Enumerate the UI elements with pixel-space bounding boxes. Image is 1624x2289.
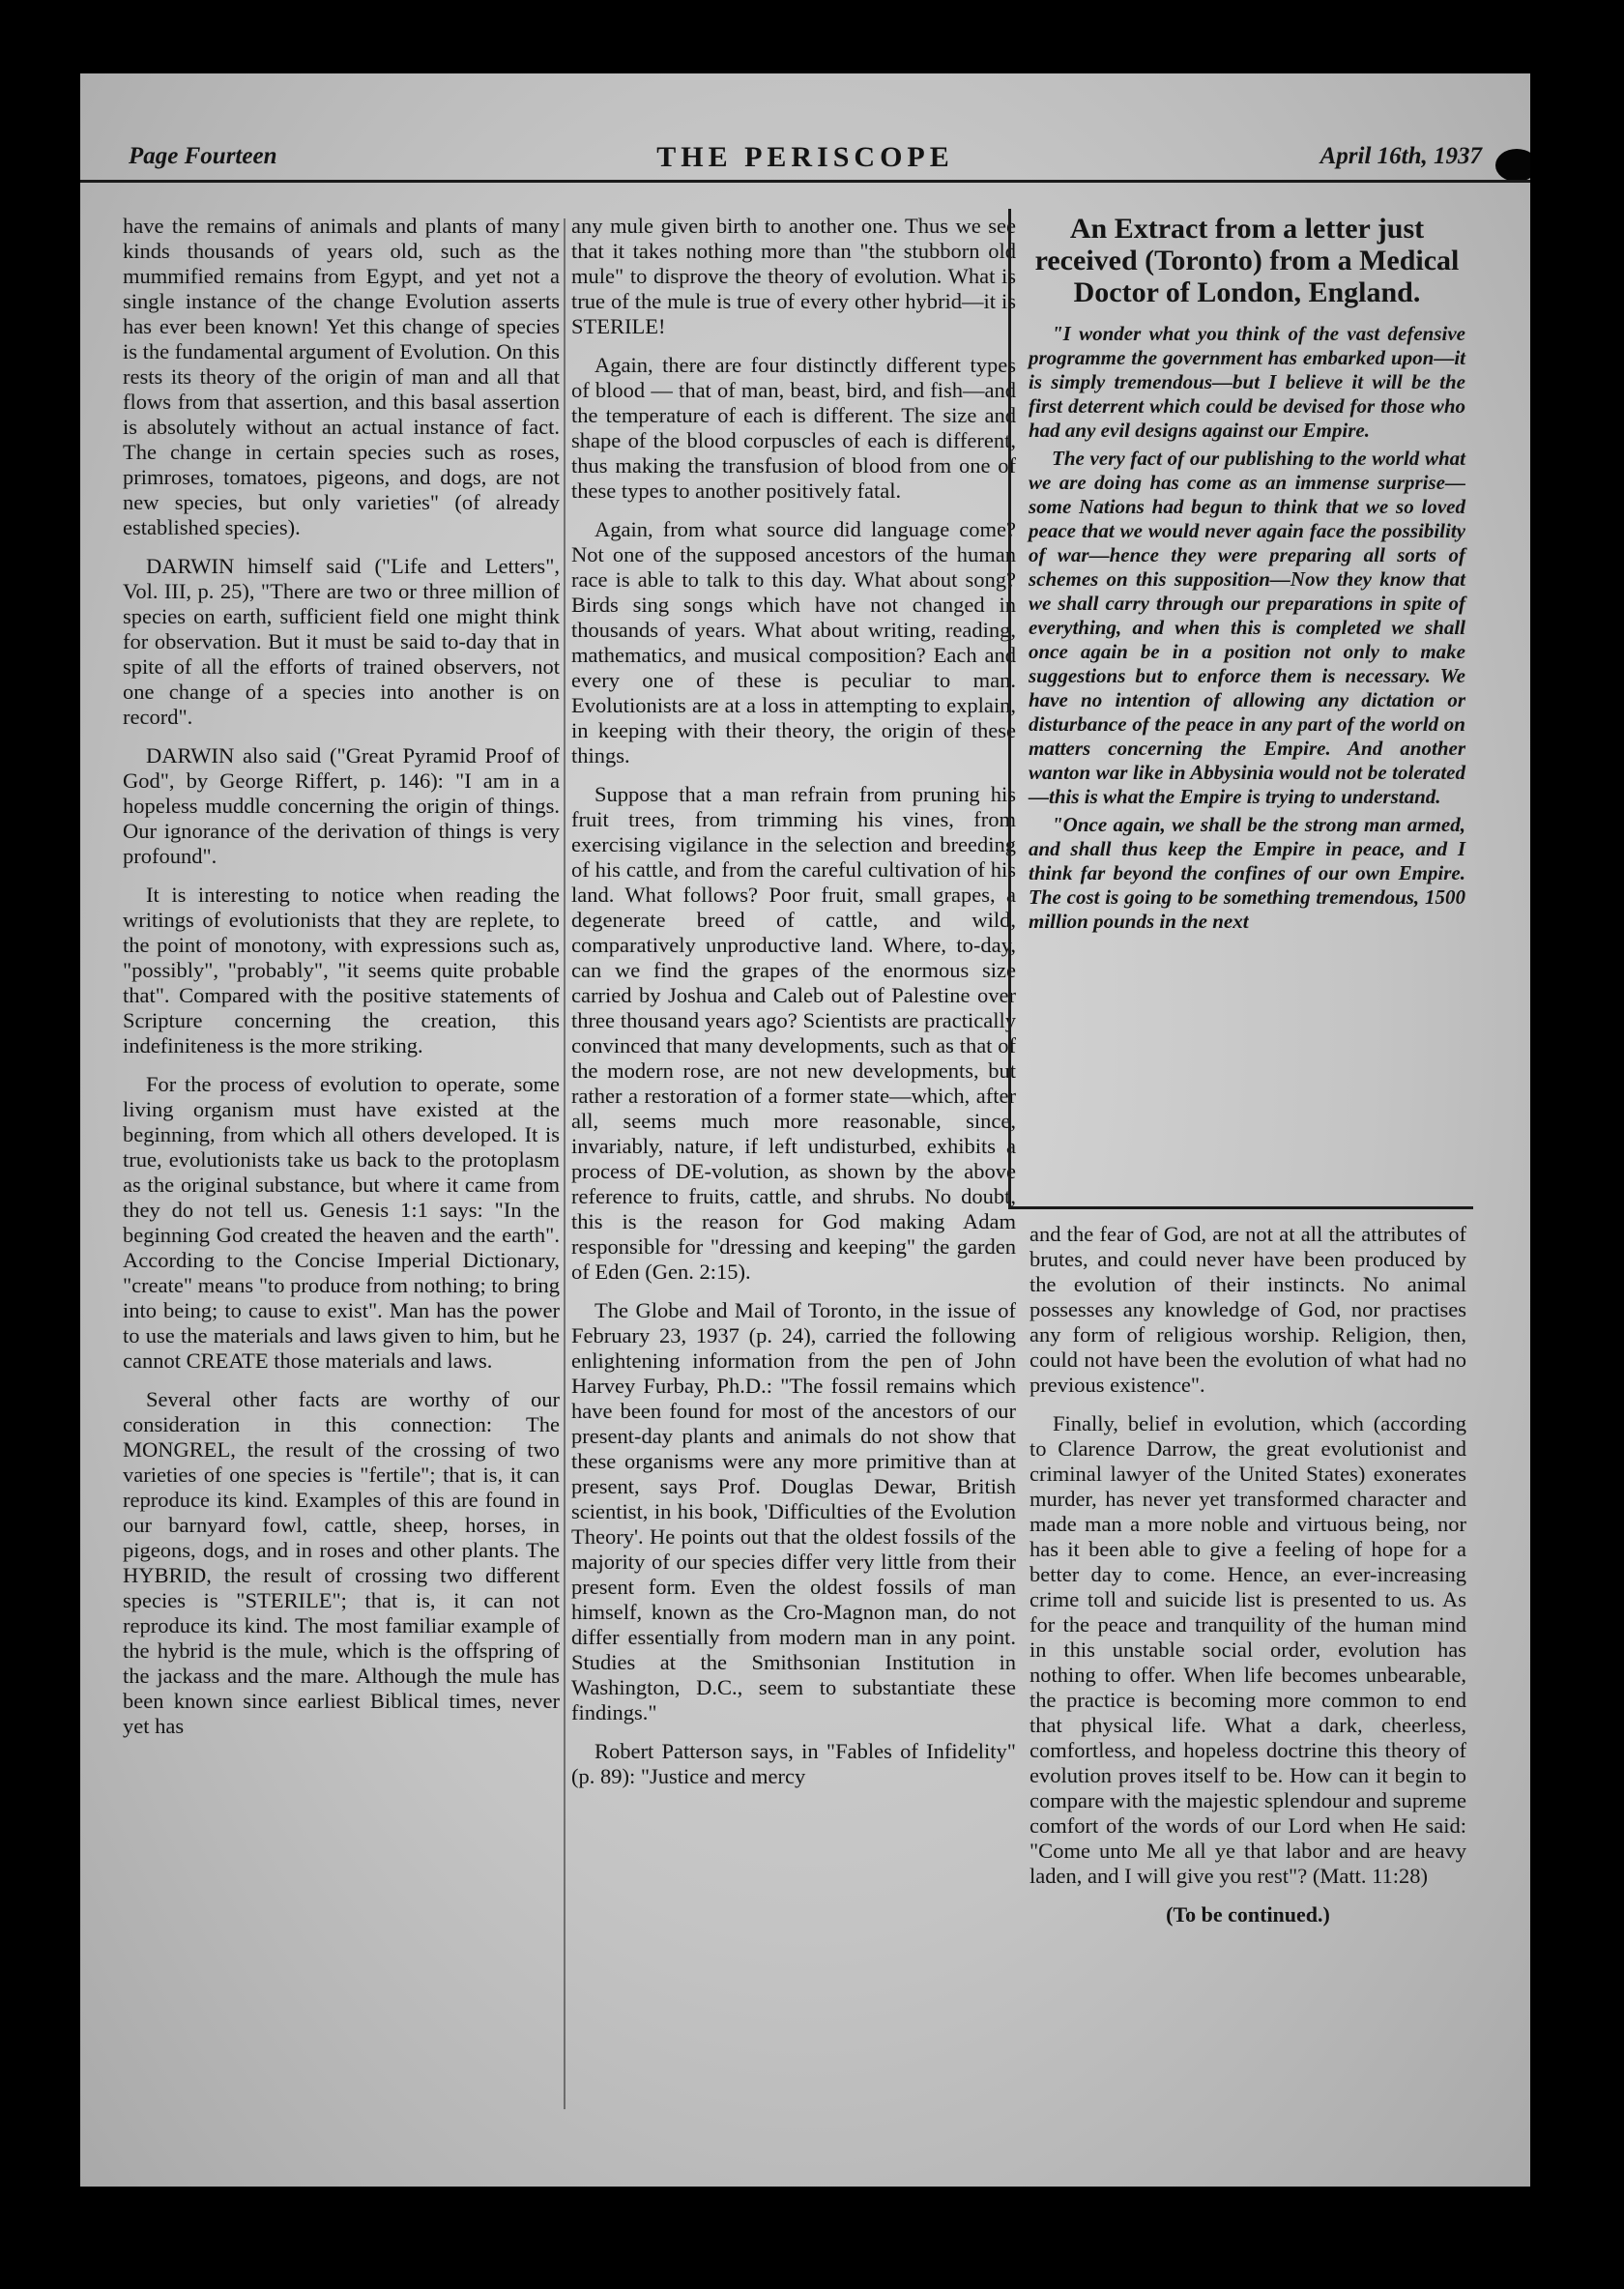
paragraph: It is interesting to notice when reading the writings of evolutionists that they are replete, to the point of monotony, with expressions such as, "possibly", "probably", "it seems quite probable that". Compared with the positive statements of Scripture concerning the creation, this indefiniteness is the more striking. bbox=[123, 883, 560, 1058]
to-be-continued: (To be continued.) bbox=[1166, 1902, 1330, 1927]
page-number: Page Fourteen bbox=[129, 143, 277, 169]
paragraph: DARWIN himself said ("Life and Letters", Vol. III, p. 25), "There are two or three million of species on earth, sufficient field one might think for observation. But it must be said to-day that in spite of all the efforts of trained observers, not one change of a species into another is on record". bbox=[123, 554, 560, 729]
paragraph: and the fear of God, are not at all the attributes of brutes, and could never have been produced by the evolution of their instincts. No animal possesses any knowledge of God, nor practises any form of religious worship. Religion, then, could not have been the evolution of what had no previous existence". bbox=[1030, 1222, 1466, 1397]
paragraph: have the remains of animals and plants of many kinds thousands of years old, such as the mummified remains from Egypt, and yet not a single instance of the change Evolution asserts has ever been known! Yet this change of species is the fundamental argument of Evolution. On this rests its theory of the origin of man and all that flows from that assertion, and this basal assertion is absolutely without an actual instance of fact. The change in certain species such as roses, primroses, tomatoes, pigeons, and dogs, are not new species, but only varieties" (of already established species). bbox=[123, 214, 561, 539]
paragraph: Suppose that a man refrain from pruning his fruit trees, from trimming his vines, from exercising vigilance in the selection and breeding of his cattle, and from the careful cultivation of his land. What follows? Poor fruit, small grapes, a degenerate breed of cattle, and wild, comparatively unproductive land. Where, to-day, can we find the grapes of the enormous size carried by Joshua and Caleb out of Palestine over three thousand years ago? Scientists are practically convinced that many developments, such as that of the modern rose, are not new developments, but rather a restoration of a former state—which, after all, seems much more reasonable, since, invariably, nature, if left undisturbed, exhibits a process of DE-volution, as shown by the above reference to fruits, cattle, and shrubs. No doubt, this is the reason for God making Adam responsible for "dressing and keeping" the garden of Eden (Gen. 2:15). bbox=[571, 782, 1016, 1284]
paragraph: DARWIN also said ("Great Pyramid Proof of God", by George Riffert, p. 146): "I am in a hopeless muddle concerning the origin of things. Our ignorance of the derivation of things is very profound". bbox=[123, 743, 560, 868]
issue-date: April 16th, 1937 bbox=[1320, 143, 1482, 169]
paragraph: any mule given birth to another one. Thus we see that it takes nothing more than "the stubborn old mule" to disprove the theory of evolution. What is true of the mule is true of every other hybrid—it is STERILE! bbox=[571, 214, 1016, 338]
letter-extract-box bbox=[1008, 209, 1473, 1209]
column-1 bbox=[123, 214, 560, 1753]
newspaper-page bbox=[80, 73, 1530, 2187]
paragraph: Again, from what source did language come? Not one of the supposed ancestors of the human race is able to talk to this day. What about song? Birds sing songs which have not changed in thousands of years. What about writing, reading, mathematics, and musical composition? Each and every one of these is peculiar to man. Evolutionists are at a loss in attempting to explain, in keeping with their theory, the origin of these things. bbox=[571, 517, 1016, 768]
column-2 bbox=[571, 214, 1016, 1803]
column-rule-1 bbox=[564, 218, 566, 2109]
box-paragraph: "I wonder what you think of the vast defensive programme the government has embarked upon—it is simply tremendous—but I believe it will be the first deterrent which could be devised for those who had any evil designs against our Empire. bbox=[1029, 322, 1465, 442]
page-header bbox=[80, 141, 1530, 183]
box-paragraph: The very fact of our publishing to the world what we are doing has come as an immense surprise—some Nations had begun to think that we so loved peace that we would never again face the possibility of war—hence they were preparing all sorts of schemes on this supposition—Now they know that we shall carry through our preparations in spite of everything, and when this is completed we shall once again be in a position not only to make suggestions but to enforce them is necessary. We have no intention of allowing any dictation or disturbance of the peace in any part of the world on matters concerning the Empire. And another wanton war like in Abbysinia would not be tolerated—this is what the Empire is trying to understand. bbox=[1029, 447, 1465, 808]
paragraph: Again, there are four distinctly different types of blood — that of man, beast, bird, and fish—and the temperature of each is different. The size and shape of the blood corpuscles of each is different, thus making the transfusion of blood from one of these types to another positively fatal. bbox=[571, 353, 1016, 503]
box-title: An Extract from a letter just received (Toronto) from a Medical Doctor of London, England. bbox=[1034, 213, 1460, 308]
column-3 bbox=[1030, 1222, 1466, 1927]
paragraph: Robert Patterson says, in "Fables of Infidelity" (p. 89): "Justice and mercy bbox=[571, 1739, 1016, 1788]
paragraph: Several other facts are worthy of our consideration in this connection: The MONGREL, the result of the crossing of two varieties of one species is "fertile"; that is, it can reproduce its kind. Examples of this are found in our barnyard fowl, cattle, sheep, horses, in pigeons, dogs, and in roses and other plants. The HYBRID, the result of crossing two different species is "STERILE"; that is, it can not reproduce its kind. The most familiar example of the hybrid is the mule, which is the offspring of the jackass and the mare. Although the mule has been known since earliest Biblical times, never yet has bbox=[123, 1387, 560, 1738]
box-paragraph: "Once again, we shall be the strong man armed, and shall thus keep the Empire in peace, and I think far beyond the confines of our own Empire. The cost is going to be something tremendous, 1500 million pounds in the next bbox=[1029, 813, 1465, 933]
paragraph: Finally, belief in evolution, which (according to Clarence Darrow, the great evolutionist and criminal lawyer of the United States) exonerates murder, has never yet transformed character and made man a more noble and virtuous being, nor has it been able to give a feeling of hope for a better day to come. Hence, an ever-increasing crime toll and suicide list is presented to us. As for the peace and tranquility of the human mind in this unstable social order, evolution has nothing to offer. When life becomes unbearable, the practice is becoming more common to end that physical life. What a dark, cheerless, comfortless, and hopeless doctrine this theory of evolution proves itself to be. How can it begin to compare with the majestic splendour and supreme comfort of the words of our Lord when He said: "Come unto Me all ye that labor and are heavy laden, and I will give you rest"? (Matt. 11:28) bbox=[1030, 1411, 1466, 1888]
publication-title: THE PERISCOPE bbox=[656, 141, 954, 173]
paragraph: The Globe and Mail of Toronto, in the issue of February 23, 1937 (p. 24), carried the following enlightening information from the pen of John Harvey Furbay, Ph.D.: "The fossil remains which have been found for most of the ancestors of our present-day plants and animals do not show that these organisms were any more primitive than at present, says Prof. Douglas Dewar, British scientist, in his book, 'Difficulties of the Evolution Theory'. He points out that the oldest fossils of the majority of our species differ very little from their present form. Even the oldest fossils of man himself, known as the Cro-Magnon man, do not differ essentially from modern man in any point. Studies at the Smithsonian Institution in Washington, D.C., seem to substantiate these findings." bbox=[571, 1298, 1016, 1724]
paragraph: For the process of evolution to operate, some living organism must have existed at the beginning, from which all others developed. It is true, evolutionists take us back to the protoplasm as the original substance, but where it came from they do not tell us. Genesis 1:1 says: "In the beginning God created the heaven and the earth". According to the Concise Imperial Dictionary, "create" means "to produce from nothing; to bring into being; to cause to exist". Man has the power to use the materials and laws given to him, but he cannot CREATE those materials and laws. bbox=[123, 1072, 560, 1373]
box-body bbox=[1029, 322, 1465, 934]
